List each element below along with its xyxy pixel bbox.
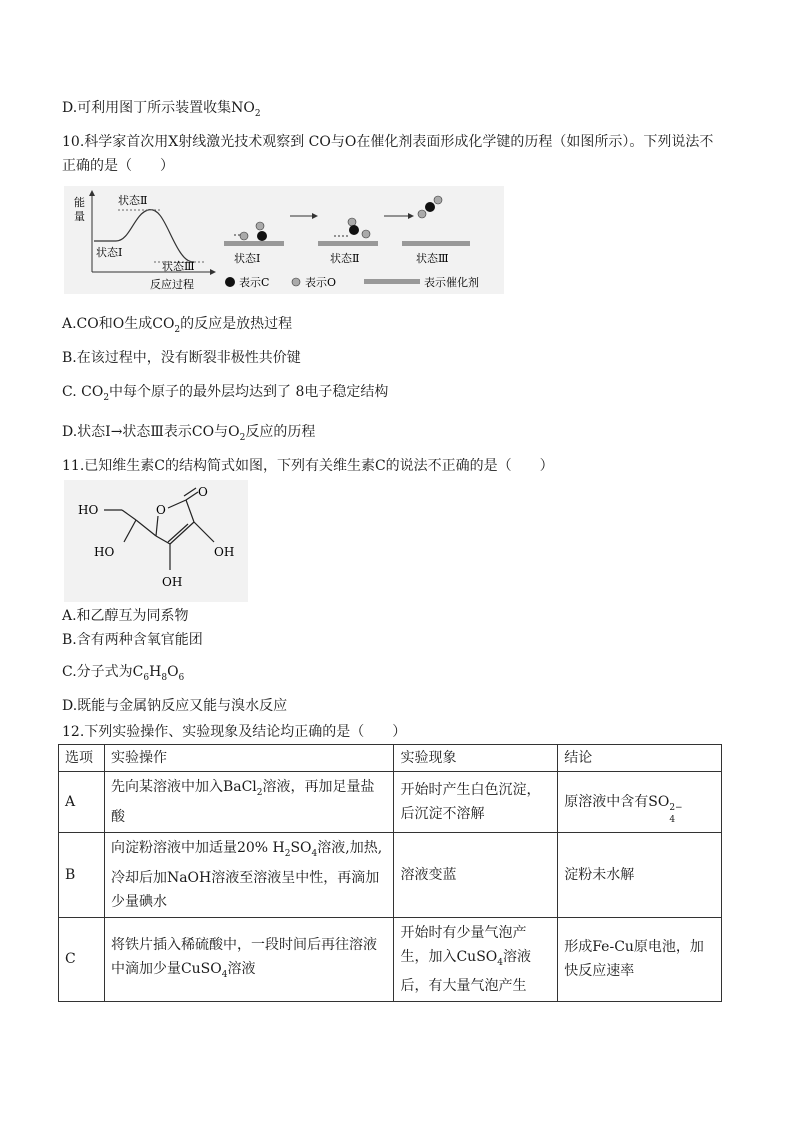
q9-option-d	[62, 98, 261, 124]
element-o: O	[167, 664, 179, 680]
header-option: 选项	[59, 745, 105, 772]
q10-stem-line2: 正确的是（ ）	[62, 158, 174, 174]
label-oh-right: OH	[214, 545, 235, 559]
legend-c-label: 表示C	[239, 276, 270, 289]
q9-option-d-text: D.可利用图丁所示装置收集NO	[62, 100, 255, 116]
q11-option-b: B.含有两种含氧官能团	[62, 632, 203, 648]
subscript: 6	[178, 672, 185, 683]
subscript: 8	[161, 672, 168, 683]
q10-figure	[64, 186, 504, 294]
subscript: 2	[174, 324, 181, 335]
legend-catalyst-label: 表示催化剂	[424, 276, 479, 289]
row-c-operation: 将铁片插入稀硫酸中，一段时间后再往溶液中滴加少量CuSO$_4$溶液	[104, 917, 394, 1002]
q10-option-a-text: A.CO和O生成CO	[62, 316, 175, 332]
c-atom	[257, 231, 267, 241]
q10-option-d	[62, 422, 315, 448]
header-operation: 实验操作	[104, 745, 394, 772]
q11-option-c	[62, 662, 184, 688]
subscript: 6	[143, 672, 150, 683]
c-atom	[425, 202, 435, 212]
o-atom	[418, 210, 426, 218]
element-h: H	[149, 664, 162, 680]
q10-option-a-text-end: 的反应是放热过程	[180, 316, 293, 332]
row-b-operation: 向淀粉溶液中加适量20% $H_2SO_4$溶液,加热,冷却后加NaOH溶液至溶液呈中性，再滴加少量碘水	[104, 832, 394, 917]
row-a-option: A	[59, 772, 105, 833]
q10-stem-line1: 10.科学家首次用X射线激光技术观察到 CO与O在催化剂表面形成化学键的历程（如图所示）。下列说法不	[62, 134, 714, 150]
row-a-phenomenon: 开始时产生白色沉淀，后沉淀不溶解	[394, 772, 558, 833]
curve-state3-label: 状态Ⅲ	[162, 260, 195, 273]
legend-catalyst-marker	[364, 279, 420, 284]
o-atom	[434, 196, 442, 204]
table-header-row	[59, 745, 722, 772]
row-c-conclusion: 形成Fe-Cu原电池，加快反应速率	[558, 917, 722, 1002]
state2-label: 状态Ⅱ	[330, 252, 360, 265]
y-axis-label-2: 量	[74, 210, 85, 223]
q10-option-a	[62, 314, 292, 340]
state3-label: 状态Ⅲ	[416, 252, 449, 265]
subscript: 2	[103, 392, 110, 403]
table-row	[59, 832, 722, 917]
curve-state1-label: 状态Ⅰ	[96, 246, 123, 259]
q11-option-a: A.和乙醇互为同系物	[62, 608, 189, 624]
catalyst-surface-3	[402, 241, 470, 246]
q10-option-d-text-end: 反应的历程	[245, 424, 316, 440]
header-phenomenon: 实验现象	[394, 745, 558, 772]
o-atom	[256, 222, 264, 230]
y-axis-label-1: 能	[74, 196, 85, 209]
x-axis-label: 反应过程	[150, 278, 194, 291]
o-atom	[348, 218, 356, 226]
vitamin-c-structure	[64, 480, 248, 602]
q10-option-b: B.在该过程中，没有断裂非极性共价键	[62, 350, 301, 366]
row-b-phenomenon: 溶液变蓝	[394, 832, 558, 917]
q12-table	[58, 744, 722, 1002]
row-c-phenomenon: 开始时有少量气泡产生，加入CuSO$_4$溶液后，有大量气泡产生	[394, 917, 558, 1002]
label-ring-o: O	[156, 503, 166, 517]
row-b-conclusion: 淀粉未水解	[558, 832, 722, 917]
legend-o-label: 表示O	[305, 276, 337, 289]
table-row	[59, 917, 722, 1002]
header-conclusion: 结论	[558, 745, 722, 772]
label-oh-bottom: OH	[162, 575, 183, 589]
label-ho-left: HO	[94, 545, 115, 559]
row-a-operation: 先向某溶液中加入BaCl$_2$溶液，再加足量盐酸	[104, 772, 394, 833]
q11-option-c-text: C.分子式为C	[62, 664, 144, 680]
label-carbonyl-o: O	[198, 485, 208, 499]
o-atom	[362, 230, 370, 238]
q12-stem: 12.下列实验操作、实验现象及结论均正确的是（ ）	[62, 724, 407, 740]
catalyst-surface-1	[224, 241, 284, 246]
q11-stem: 11.已知维生素C的结构简式如图，下列有关维生素C的说法不正确的是（ ）	[62, 458, 554, 474]
row-b-option: B	[59, 832, 105, 917]
row-a-conclusion: 原溶液中含有SO 2− 4	[558, 772, 722, 833]
q11-option-d: D.既能与金属钠反应又能与溴水反应	[62, 698, 288, 714]
o-atom	[240, 232, 248, 240]
catalyst-surface-2	[318, 241, 378, 246]
q10-option-d-text: D.状态Ⅰ→状态Ⅲ表示CO与O	[62, 424, 240, 440]
c-atom	[349, 225, 359, 235]
q10-option-c-text: C. CO	[62, 384, 104, 400]
label-ho-top: HO	[78, 503, 99, 517]
q10-option-c	[62, 382, 388, 408]
state1-label: 状态Ⅰ	[234, 252, 261, 265]
subscript: 2	[239, 432, 246, 443]
curve-state2-label: 状态Ⅱ	[118, 194, 148, 207]
legend-o-marker	[292, 278, 300, 286]
legend-c-marker	[225, 277, 235, 287]
q10-option-c-text-end: 中每个原子的最外层均达到了 8电子稳定结构	[109, 384, 389, 400]
row-c-option: C	[59, 917, 105, 1002]
subscript: 2	[254, 108, 261, 119]
table-row	[59, 772, 722, 833]
